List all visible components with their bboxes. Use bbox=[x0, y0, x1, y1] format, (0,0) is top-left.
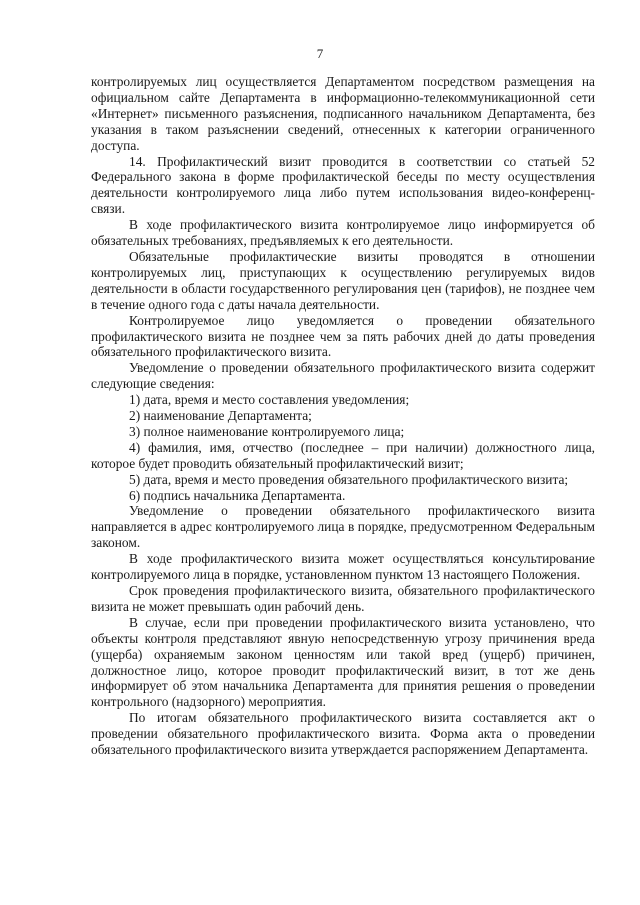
paragraph: Срок проведения профилактического визита, обязательного профилактического визита не может превышать один рабочий день. bbox=[91, 583, 595, 614]
paragraph: В случае, если при проведении профилактического визита установлено, что объекты контроля представляют явную непосредственную угрозу причинения вреда (ущерба) охраняемым законом ценностям или такой вред (ущерб) причинен, должностное лицо, которое проводит профилактический визит, в тот же день информирует об этом начальника Департамента для принятия решения о проведении контрольного (надзорного) мероприятия. bbox=[91, 614, 595, 710]
list-item: 1) дата, время и место составления уведомления; bbox=[129, 392, 410, 408]
paragraph: В ходе профилактического визита может осуществляться консультирование контролируемого лица в порядке, установленном пунктом 13 настоящего Положения. bbox=[91, 551, 595, 583]
list-item: 2) наименование Департамента; bbox=[129, 408, 312, 424]
page-number: 7 bbox=[316, 46, 324, 61]
paragraph: Уведомление о проведении обязательного профилактического визита содержит следующие сведения: bbox=[91, 360, 595, 392]
list-item: 6) подпись начальника Департамента. bbox=[129, 487, 346, 503]
paragraph: Контролируемое лицо уведомляется о проведении обязательного профилактического визита не позднее чем за пять рабочих дней до даты проведения обязательного профилактического визита. bbox=[91, 312, 595, 360]
list-item: 4) фамилия, имя, отчество (последнее – при наличии) должностного лица, которое будет проводить обязательный профилактический визит; bbox=[91, 439, 595, 471]
paragraph: Уведомление о проведении обязательного профилактического визита направляется в адрес контролируемого лица в порядке, предусмотренном Федеральным законом. bbox=[91, 503, 595, 551]
list-item: 3) полное наименование контролируемого лица; bbox=[129, 423, 405, 439]
paragraph: По итогам обязательного профилактического визита составляется акт о проведении обязательного профилактического визита. Форма акта о проведении обязательного профилактического визита утверждается распоряжением Департамента. bbox=[91, 710, 595, 758]
paragraph: контролируемых лиц осуществляется Департаментом посредством размещения на официальном сайте Департамента в информационно-телекоммуникационной сети «Интернет» письменного разъяснения, подписанного начальником Департамента, без указания в таком разъяснении сведений, отнесенных к категории ограниченного доступа. bbox=[91, 74, 595, 153]
paragraph-item-14: 14. Профилактический визит проводится в соответствии со статьей 52 Федерального закона в форме профилактической беседы по месту осуществления деятельности контролируемого лица либо путем использования видео-конференц-связи. bbox=[91, 153, 595, 217]
paragraph: В ходе профилактического визита контролируемое лицо информируется об обязательных требованиях, предъявляемых к его деятельности. bbox=[91, 217, 595, 249]
paragraph: Обязательные профилактические визиты проводятся в отношении контролируемых лиц, приступающих к осуществлению регулируемых видов деятельности в области государственного регулирования цен (тарифов), не позднее чем в течение одного года с даты начала деятельности. bbox=[91, 248, 595, 312]
document-body bbox=[91, 74, 595, 758]
list-item: 5) дата, время и место проведения обязательного профилактического визита; bbox=[129, 471, 569, 487]
